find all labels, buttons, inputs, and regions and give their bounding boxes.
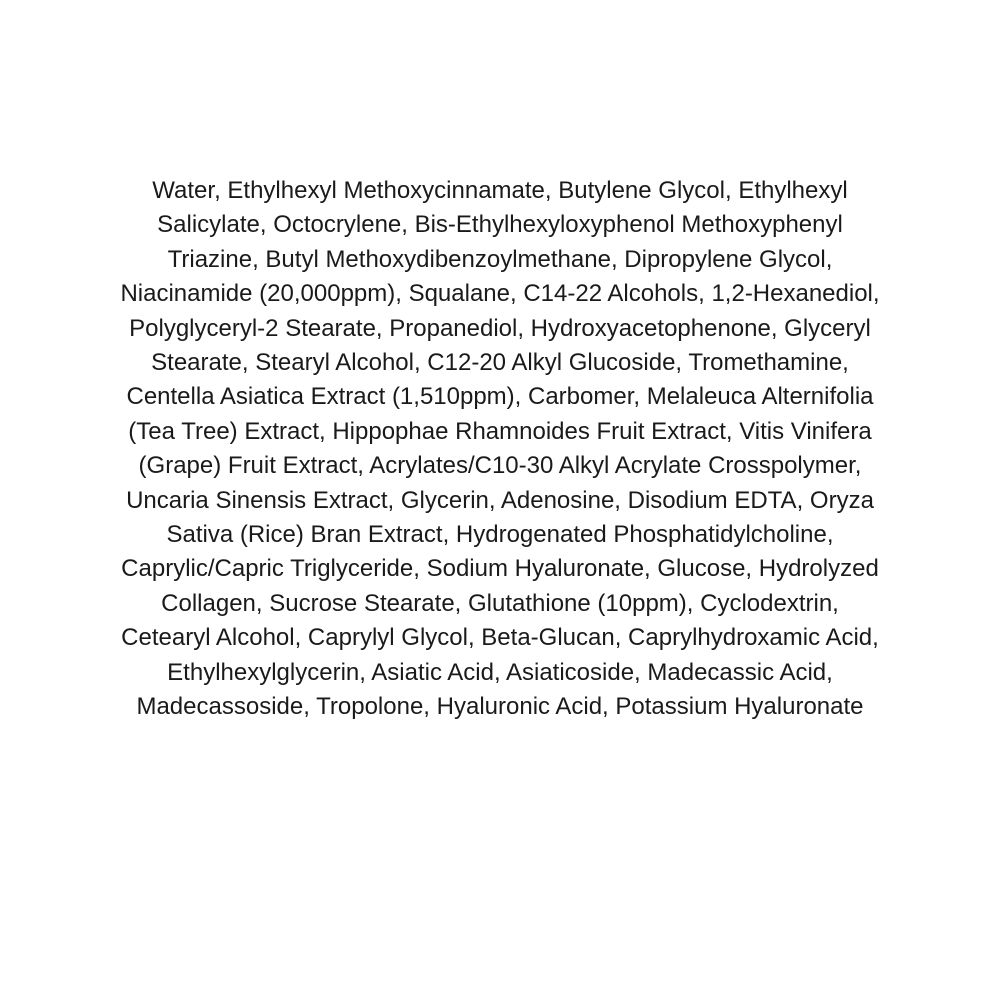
ingredients-line: Collagen, Sucrose Stearate, Glutathione (10ppm), Cyclodextrin, xyxy=(161,589,839,617)
ingredients-line: Triazine, Butyl Methoxydibenzoylmethane, Dipropylene Glycol, xyxy=(167,245,833,273)
ingredients-line: Cetearyl Alcohol, Caprylyl Glycol, Beta-Glucan, Caprylhydroxamic Acid, xyxy=(121,624,879,652)
ingredients-line: Caprylic/Capric Triglyceride, Sodium Hyaluronate, Glucose, Hydrolyzed xyxy=(121,555,879,583)
ingredients-line: Polyglyceryl-2 Stearate, Propanediol, Hydroxyacetophenone, Glyceryl xyxy=(129,314,871,342)
ingredients-line: Water, Ethylhexyl Methoxycinnamate, Butylene Glycol, Ethylhexyl xyxy=(152,177,848,204)
ingredients-line: Sativa (Rice) Bran Extract, Hydrogenated Phosphatidylcholine, xyxy=(166,521,834,549)
ingredients-line: (Tea Tree) Extract, Hippophae Rhamnoides Fruit Extract, Vitis Vinifera xyxy=(128,417,872,445)
ingredients-line: Stearate, Stearyl Alcohol, C12-20 Alkyl Glucoside, Tromethamine, xyxy=(151,349,849,377)
ingredients-line: Uncaria Sinensis Extract, Glycerin, Adenosine, Disodium EDTA, Oryza xyxy=(126,486,874,514)
ingredients-line: (Grape) Fruit Extract, Acrylates/C10-30 Alkyl Acrylate Crosspolymer, xyxy=(138,452,862,480)
ingredients-line: Centella Asiatica Extract (1,510ppm), Carbomer, Melaleuca Alternifolia xyxy=(126,383,874,411)
ingredients-line: Salicylate, Octocrylene, Bis-Ethylhexyloxyphenol Methoxyphenyl xyxy=(157,211,843,239)
ingredients-line: Niacinamide (20,000ppm), Squalane, C14-22 Alcohols, 1,2-Hexanediol, xyxy=(120,280,880,308)
ingredients-list xyxy=(0,174,1000,725)
ingredients-line: Ethylhexylglycerin, Asiatic Acid, Asiaticoside, Madecassic Acid, xyxy=(167,658,833,686)
ingredients-line: Madecassoside, Tropolone, Hyaluronic Acid, Potassium Hyaluronate xyxy=(136,693,864,721)
